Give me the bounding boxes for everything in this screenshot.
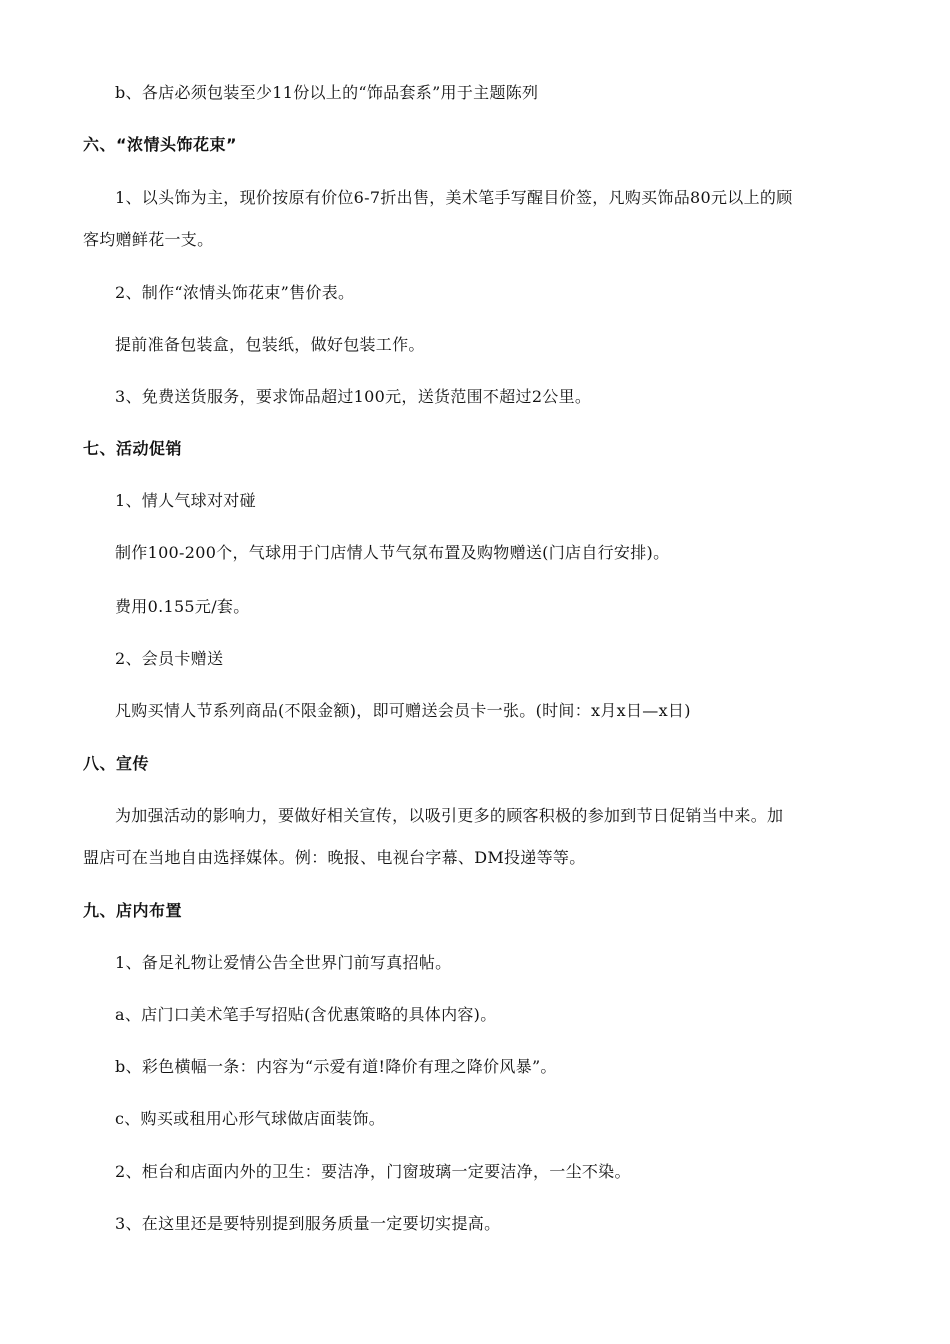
section-heading-9: 九、店内布置 <box>83 901 183 920</box>
paragraph-line: 3、免费送货服务，要求饰品超过100元，送货范围不超过2公里。 <box>115 387 592 406</box>
paragraph-line: 1、情人气球对对碰 <box>115 491 256 510</box>
paragraph-line: a、店门口美术笔手写招贴(含优惠策略的具体内容)。 <box>115 1005 497 1024</box>
section-heading-8: 八、宣传 <box>83 754 150 773</box>
paragraph-line: 2、柜台和店面内外的卫生：要洁净，门窗玻璃一定要洁净，一尘不染。 <box>115 1162 631 1181</box>
paragraph-line: 1、备足礼物让爱情公告全世界门前写真招帖。 <box>115 953 452 972</box>
item-b-package-sets: b、各店必须包装至少11份以上的“饰品套系”用于主题陈列 <box>115 83 539 102</box>
paragraph-line: 客均赠鲜花一支。 <box>83 230 214 249</box>
paragraph-line: c、购买或租用心形气球做店面装饰。 <box>115 1109 386 1128</box>
paragraph-line: 提前准备包装盒，包装纸，做好包装工作。 <box>115 335 425 354</box>
paragraph-line: 1、以头饰为主，现价按原有价位6-7折出售，美术笔手写醒目价签，凡购买饰品80元以上的顾 <box>115 188 793 207</box>
paragraph-line: 2、会员卡赠送 <box>115 649 224 668</box>
paragraph-line: 费用0.155元/套。 <box>115 597 250 616</box>
paragraph-line: 凡购买情人节系列商品(不限金额)，即可赠送会员卡一张。(时间：x月x日—x日) <box>115 701 691 720</box>
paragraph-line: 盟店可在当地自由选择媒体。例：晚报、电视台字幕、DM投递等等。 <box>83 848 586 867</box>
paragraph-line: 3、在这里还是要特别提到服务质量一定要切实提高。 <box>115 1214 501 1233</box>
section-heading-7: 七、活动促销 <box>83 439 183 458</box>
paragraph-line: 2、制作“浓情头饰花束”售价表。 <box>115 283 355 302</box>
paragraph-line: b、彩色横幅一条：内容为“示爱有道!降价有理之降价风暴”。 <box>115 1057 557 1076</box>
paragraph-line: 制作100-200个，气球用于门店情人节气氛布置及购物赠送(门店自行安排)。 <box>115 543 670 562</box>
paragraph-line: 为加强活动的影响力，要做好相关宣传，以吸引更多的顾客积极的参加到节日促销当中来。加 <box>115 806 784 825</box>
section-heading-6: 六、“浓情头饰花束” <box>83 135 238 154</box>
